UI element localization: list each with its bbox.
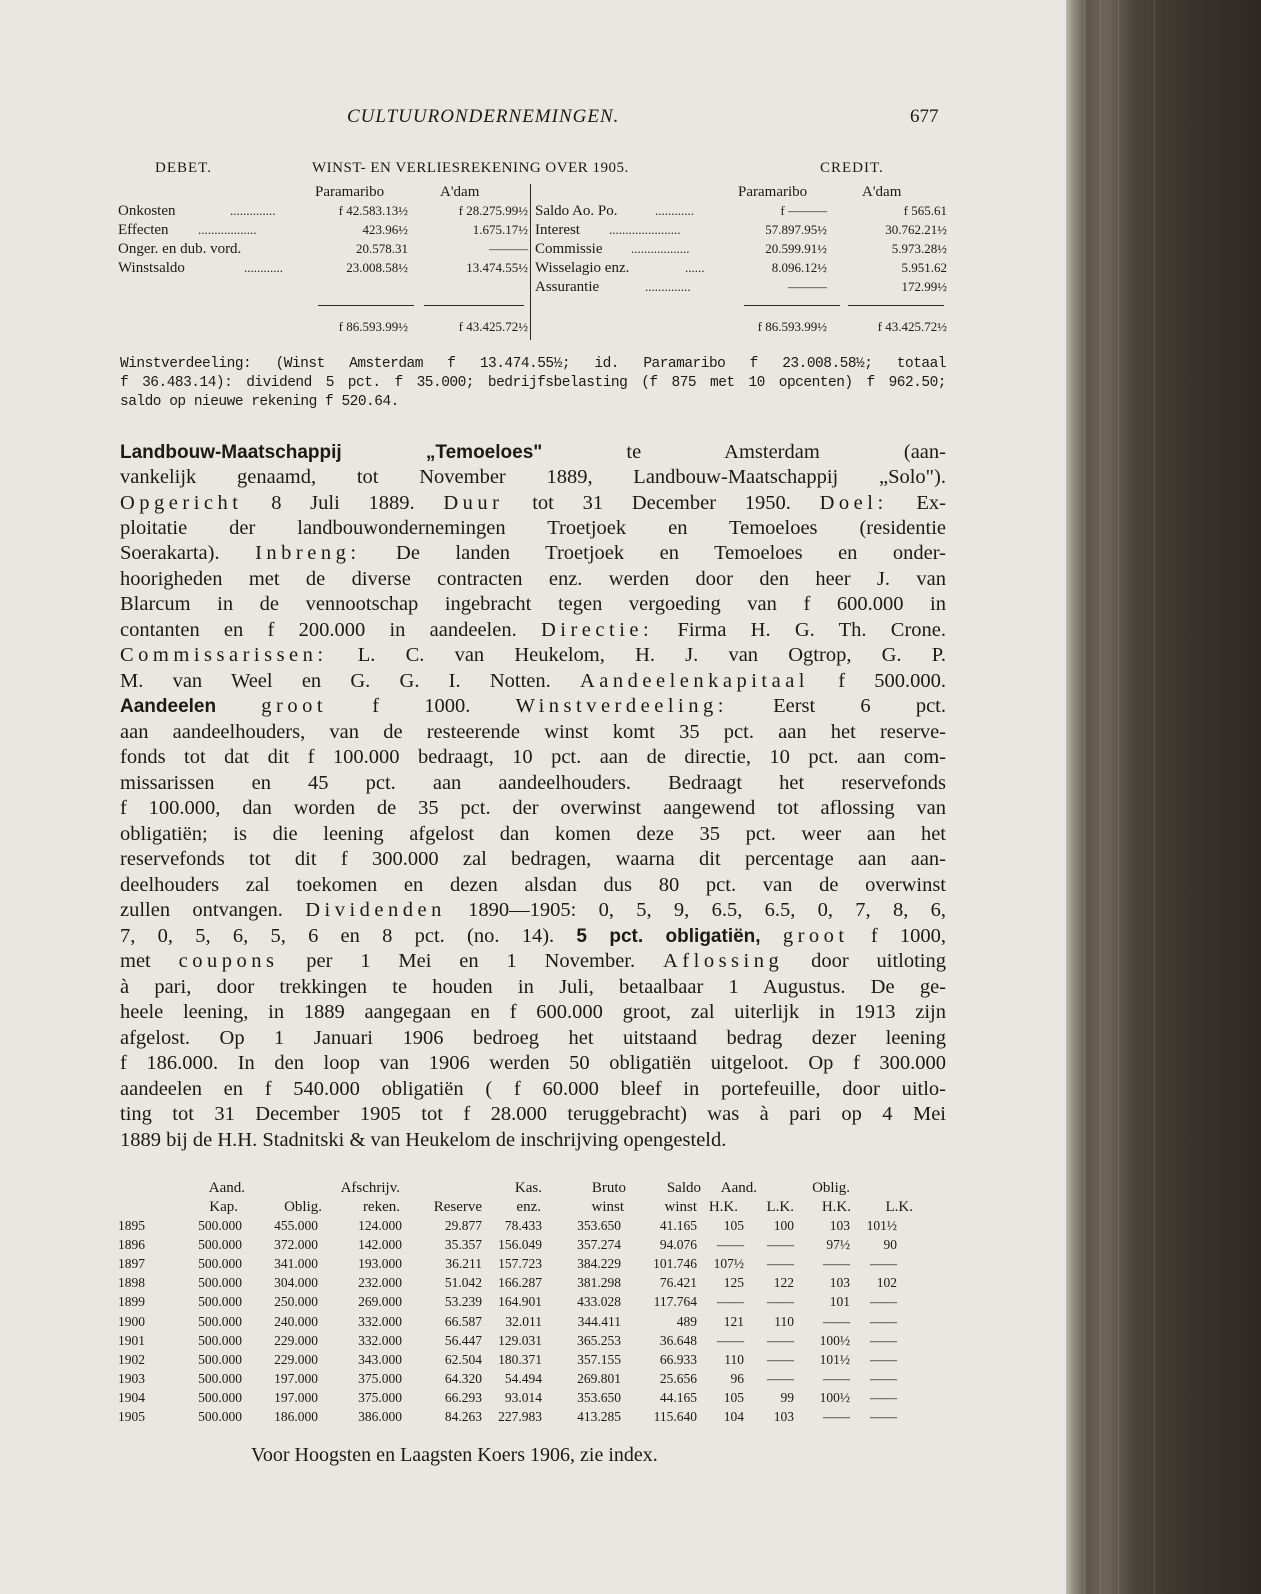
table-cell: —— bbox=[767, 1294, 794, 1310]
table-cell: 357.155 bbox=[577, 1351, 621, 1367]
table-cell: —— bbox=[870, 1313, 897, 1329]
table-cell: 500.000 bbox=[198, 1351, 242, 1367]
debit-heading: DEBET. bbox=[155, 160, 212, 176]
article-text: Eerst 6 pct. bbox=[727, 695, 947, 717]
credit-adam: 5.973.28½ bbox=[891, 241, 947, 256]
table-row bbox=[0, 1409, 1000, 1427]
credit-heading: CREDIT. bbox=[820, 160, 884, 176]
table-row bbox=[0, 1371, 1000, 1389]
table-cell: —— bbox=[870, 1332, 897, 1348]
article-line bbox=[120, 491, 946, 515]
dot-leader: .................. bbox=[631, 241, 690, 256]
article-text: 1890—1905: 0, 5, 9, 6.5, 6.5, 0, 7, 8, 6, bbox=[445, 899, 947, 921]
table-year-cell: 1904 bbox=[118, 1389, 145, 1405]
table-cell: 332.000 bbox=[358, 1332, 402, 1348]
distribution-line: Winstverdeeling: (Winst Amsterdam f 13.474.55½; id. Paramaribo f 23.008.58½; totaal bbox=[120, 356, 946, 372]
debit-col-paramaribo: Paramaribo bbox=[315, 184, 385, 200]
table-cell: 44.165 bbox=[659, 1389, 697, 1405]
table-cell: 193.000 bbox=[358, 1256, 402, 1272]
debit-paramaribo: 23.008.58½ bbox=[346, 260, 408, 275]
dot-leader: ...................... bbox=[609, 222, 681, 237]
table-cell: 500.000 bbox=[198, 1332, 242, 1348]
table-cell: 101½ bbox=[866, 1218, 897, 1233]
table-cell: 25.656 bbox=[659, 1370, 697, 1386]
keyword-opgericht: Opgericht bbox=[120, 492, 243, 514]
table-cell: 186.000 bbox=[274, 1409, 318, 1424]
table-cell: 105 bbox=[723, 1218, 744, 1233]
keyword-aandeelen: Aandeelen bbox=[120, 696, 217, 717]
table-cell: 500.000 bbox=[198, 1218, 242, 1233]
article-line: f 186.000. In den loop van 1906 werden 50 obligatiën uitgeloot. Op f 300.000 bbox=[120, 1052, 946, 1074]
article-text: 7, 0, 5, 6, 5, 6 en 8 pct. (no. 14). bbox=[120, 925, 577, 947]
article-text: f 1000, bbox=[848, 925, 947, 947]
table-header-bottom: L.K. bbox=[885, 1199, 913, 1215]
article-line bbox=[120, 694, 946, 718]
credit-row bbox=[535, 203, 947, 220]
company-name: Landbouw-Maatschappij „Temoeloes" bbox=[120, 442, 543, 463]
credit-row bbox=[535, 260, 947, 277]
credit-row bbox=[535, 241, 947, 258]
table-cell: 64.320 bbox=[444, 1370, 482, 1386]
dot-leader: ............ bbox=[655, 203, 694, 218]
table-year-cell: 1901 bbox=[118, 1332, 145, 1348]
table-year-cell: 1897 bbox=[118, 1256, 145, 1272]
table-header-top: Aand. bbox=[208, 1180, 245, 1196]
table-cell: —— bbox=[870, 1294, 897, 1310]
article-text: door uitloting bbox=[783, 950, 946, 972]
article-line: missarissen en 45 pct. aan aandeelhouders. Bedraagt het reservefonds bbox=[120, 772, 946, 794]
keyword-groot: groot bbox=[261, 695, 328, 717]
table-header-bottom: H.K. bbox=[708, 1199, 738, 1215]
table-cell: 32.011 bbox=[505, 1313, 542, 1329]
table-cell: 229.000 bbox=[274, 1332, 318, 1348]
credit-row bbox=[535, 279, 947, 296]
distribution-line: f 36.483.14): dividend 5 pct. f 35.000; bedrijfsbelasting (f 875 met 10 opcenten) f 962.50; bbox=[120, 375, 946, 391]
table-cell: 166.287 bbox=[498, 1275, 542, 1291]
dot-leader: ...... bbox=[685, 260, 705, 275]
table-year-cell: 1899 bbox=[118, 1294, 145, 1310]
table-cell: 66.587 bbox=[444, 1313, 482, 1329]
table-header-top: Kas. bbox=[514, 1180, 542, 1196]
article-line bbox=[120, 898, 946, 922]
total-rule bbox=[318, 305, 414, 306]
table-cell: 489 bbox=[676, 1313, 697, 1329]
table-cell: —— bbox=[870, 1256, 897, 1272]
table-cell: —— bbox=[767, 1332, 794, 1348]
article-text: 8 Juli 1889. bbox=[242, 492, 444, 514]
debit-adam: 13.474.55½ bbox=[466, 260, 528, 275]
credit-adam: 172.99½ bbox=[901, 279, 947, 294]
debit-label: Onkosten bbox=[118, 203, 176, 219]
table-cell: 500.000 bbox=[198, 1370, 242, 1386]
table-cell: 94.076 bbox=[659, 1237, 697, 1253]
table-cell: 500.000 bbox=[198, 1313, 242, 1329]
article-line bbox=[120, 669, 946, 693]
table-header-top: Saldo bbox=[666, 1180, 701, 1196]
credit-adam: 30.762.21½ bbox=[885, 222, 947, 237]
table-row bbox=[0, 1352, 1000, 1370]
table-cell: 101½ bbox=[819, 1351, 850, 1367]
running-head-title: CULTUURONDERNEMINGEN. bbox=[347, 106, 620, 127]
table-cell: 180.371 bbox=[498, 1351, 542, 1367]
dot-leader: .............. bbox=[230, 203, 276, 218]
credit-total-paramaribo: f 86.593.99½ bbox=[757, 319, 827, 334]
table-cell: 36.648 bbox=[659, 1332, 697, 1348]
table-cell: 197.000 bbox=[274, 1389, 318, 1405]
debit-total-adam: f 43.425.72½ bbox=[458, 319, 528, 334]
table-cell: 110 bbox=[724, 1351, 744, 1367]
table-header-top: Bruto bbox=[591, 1180, 626, 1196]
table-cell: 100½ bbox=[819, 1389, 850, 1405]
table-cell: 102 bbox=[876, 1275, 897, 1291]
keyword-coupons: coupons bbox=[178, 950, 279, 972]
credit-label: Wisselagio enz. bbox=[535, 260, 630, 276]
table-cell: —— bbox=[823, 1313, 850, 1329]
article-line: reservefonds tot dit f 300.000 zal bedragen, waarna dit percentage aan aan- bbox=[120, 848, 946, 870]
credit-label: Interest bbox=[535, 222, 580, 238]
table-header-bottom: Kap. bbox=[209, 1199, 238, 1215]
article-line: afgelost. Op 1 Januari 1906 bedroeg het uitstaand bedrag dezer leening bbox=[120, 1027, 946, 1049]
table-cell: 500.000 bbox=[198, 1256, 242, 1272]
credit-adam: 5.951.62 bbox=[901, 260, 947, 275]
table-cell: 84.263 bbox=[444, 1409, 482, 1424]
keyword-aflossing: Aflossing bbox=[663, 950, 784, 972]
table-row bbox=[0, 1275, 1000, 1293]
table-cell: 76.421 bbox=[659, 1275, 697, 1291]
table-cell: 56.447 bbox=[444, 1332, 482, 1348]
table-cell: —— bbox=[823, 1256, 850, 1272]
debit-label: Winstsaldo bbox=[118, 260, 185, 276]
table-cell: 107½ bbox=[713, 1256, 744, 1272]
table-year-cell: 1902 bbox=[118, 1351, 145, 1367]
table-cell: 103 bbox=[829, 1218, 850, 1233]
table-year-cell: 1898 bbox=[118, 1275, 145, 1291]
article-text: contanten en f 200.000 in aandeelen. bbox=[120, 619, 541, 641]
credit-adam: f 565.61 bbox=[903, 203, 947, 218]
table-row bbox=[0, 1218, 1000, 1236]
table-cell: 197.000 bbox=[274, 1370, 318, 1386]
article-text: L. C. van Heukelom, H. J. van Ogtrop, G. P. bbox=[327, 644, 946, 666]
debit-total-paramaribo: f 86.593.99½ bbox=[338, 319, 408, 334]
table-cell: 66.933 bbox=[659, 1351, 697, 1367]
article-text: M. van Weel en G. G. I. Notten. bbox=[120, 670, 580, 692]
debit-adam: 1.675.17½ bbox=[472, 222, 528, 237]
keyword-inbreng: Inbreng: bbox=[255, 542, 361, 564]
table-cell: 232.000 bbox=[358, 1275, 402, 1291]
article-text: f 1000. bbox=[327, 695, 516, 717]
article-line: 1889 bij de H.H. Stadnitski & van Heukelom de inschrijving opengesteld. bbox=[120, 1129, 727, 1151]
article-line: aandeelen en f 540.000 obligatiën ( f 60.000 bleef in portefeuille, door uitlo- bbox=[120, 1078, 946, 1100]
table-cell: 93.014 bbox=[504, 1389, 542, 1405]
dot-leader: .............. bbox=[645, 279, 691, 294]
table-row bbox=[0, 1314, 1000, 1332]
table-cell: 110 bbox=[774, 1313, 794, 1329]
keyword-doel: Doel: bbox=[819, 492, 888, 514]
keyword-directie: Directie: bbox=[540, 619, 654, 641]
table-header-top: Oblig. bbox=[812, 1180, 850, 1196]
table-cell: 386.000 bbox=[358, 1409, 402, 1424]
account-center-rule bbox=[530, 184, 531, 340]
dot-leader: .................. bbox=[198, 222, 257, 237]
debit-label: Onger. en dub. vord. bbox=[118, 241, 242, 257]
debit-col-adam: A'dam bbox=[440, 184, 480, 200]
table-cell: —— bbox=[717, 1237, 744, 1253]
table-cell: 62.504 bbox=[444, 1351, 482, 1367]
article-line bbox=[120, 541, 946, 565]
table-cell: 129.031 bbox=[498, 1332, 542, 1348]
table-header-top: Afschrijv. bbox=[340, 1180, 400, 1196]
table-cell: —— bbox=[870, 1389, 897, 1405]
debit-label: Effecten bbox=[118, 222, 169, 238]
table-header-bottom: winst bbox=[664, 1199, 697, 1215]
table-cell: 341.000 bbox=[274, 1256, 318, 1272]
total-rule bbox=[848, 305, 944, 306]
table-cell: 41.165 bbox=[659, 1218, 697, 1233]
article-line: f 100.000, dan worden de 35 pct. der overwinst aangewend tot aflossing van bbox=[120, 797, 946, 819]
table-header-bottom: Oblig. bbox=[284, 1199, 322, 1215]
credit-col-adam: A'dam bbox=[862, 184, 902, 200]
table-cell: 100½ bbox=[819, 1332, 850, 1348]
table-cell: 125 bbox=[723, 1275, 744, 1291]
table-cell: —— bbox=[717, 1294, 744, 1310]
table-cell: 103 bbox=[773, 1409, 794, 1424]
table-cell: 124.000 bbox=[358, 1218, 402, 1233]
article-line: vankelijk genaamd, tot November 1889, Landbouw-Maatschappij „Solo"). bbox=[120, 466, 946, 488]
table-cell: 384.229 bbox=[577, 1256, 621, 1272]
table-cell: 96 bbox=[730, 1370, 744, 1386]
table-year-cell: 1905 bbox=[118, 1409, 145, 1424]
debit-paramaribo: 20.578.31 bbox=[356, 241, 408, 256]
article-text: Firma H. G. Th. Crone. bbox=[653, 619, 947, 641]
credit-paramaribo: 57.897.95½ bbox=[765, 222, 827, 237]
debit-row bbox=[118, 241, 528, 258]
article-line: heele leening, in 1889 aangegaan en f 600.000 groot, zal uiterlijk in 1913 zijn bbox=[120, 1001, 946, 1023]
table-cell: 372.000 bbox=[274, 1237, 318, 1253]
table-header-bottom: reken. bbox=[362, 1199, 400, 1215]
book-spine bbox=[1066, 0, 1261, 1594]
footer-note: Voor Hoogsten en Laagsten Koers 1906, zie index. bbox=[251, 1444, 658, 1466]
keyword-duur: Duur bbox=[443, 492, 504, 514]
total-rule bbox=[424, 305, 524, 306]
credit-col-paramaribo: Paramaribo bbox=[738, 184, 808, 200]
table-cell: 353.650 bbox=[577, 1389, 621, 1405]
article-line: aan aandeelhouders, van de resteerende winst komt 35 pct. aan het reserve- bbox=[120, 721, 946, 743]
table-cell: 455.000 bbox=[274, 1218, 318, 1233]
article-text: Ex- bbox=[887, 492, 946, 514]
table-header-bottom: Reserve bbox=[433, 1199, 482, 1215]
table-cell: 227.983 bbox=[498, 1409, 542, 1424]
table-cell: 142.000 bbox=[358, 1237, 402, 1253]
article-line bbox=[120, 924, 946, 948]
article-line: hoorigheden met de diverse contracten enz. werden door den heer J. van bbox=[120, 568, 946, 590]
debit-adam: ——— bbox=[489, 241, 528, 256]
article-text: tot 31 December 1950. bbox=[503, 492, 820, 514]
table-cell: —— bbox=[767, 1351, 794, 1367]
article-line: deelhouders zal toekomen en dezen alsdan dus 80 pct. van de overwinst bbox=[120, 874, 946, 896]
table-cell: 121 bbox=[723, 1313, 744, 1329]
table-cell: 500.000 bbox=[198, 1294, 242, 1310]
article-text: met bbox=[120, 950, 179, 972]
table-cell: —— bbox=[870, 1351, 897, 1367]
table-header-bottom: enz. bbox=[516, 1199, 541, 1215]
keyword-winstverdeeling: Winstverdeeling: bbox=[515, 695, 728, 717]
table-year-cell: 1896 bbox=[118, 1237, 145, 1253]
table-cell: 66.293 bbox=[444, 1389, 482, 1405]
credit-paramaribo: 20.599.91½ bbox=[765, 241, 827, 256]
table-cell: 343.000 bbox=[358, 1351, 402, 1367]
credit-paramaribo: f ——— bbox=[780, 203, 827, 218]
table-cell: 304.000 bbox=[274, 1275, 318, 1291]
table-cell: 104 bbox=[723, 1409, 744, 1424]
table-cell: 122 bbox=[773, 1275, 794, 1291]
article-text: zullen ontvangen. bbox=[120, 899, 306, 921]
dot-leader: ............ bbox=[244, 260, 283, 275]
table-row bbox=[0, 1390, 1000, 1408]
table-cell: 99 bbox=[780, 1389, 794, 1405]
credit-paramaribo: 8.096.12½ bbox=[771, 260, 827, 275]
article-line: fonds tot dat dit f 100.000 bedraagt, 10 pct. aan de directie, 10 pct. aan com- bbox=[120, 746, 946, 768]
credit-label: Assurantie bbox=[535, 279, 600, 295]
table-cell: 365.253 bbox=[577, 1332, 621, 1348]
total-rule bbox=[744, 305, 840, 306]
table-cell: 500.000 bbox=[198, 1237, 242, 1253]
keyword-groot: groot bbox=[782, 925, 849, 947]
article-text: f 500.000. bbox=[809, 670, 947, 692]
credit-label: Commissie bbox=[535, 241, 603, 257]
table-cell: 117.764 bbox=[653, 1294, 697, 1310]
table-cell: 100 bbox=[773, 1218, 794, 1233]
table-cell: 500.000 bbox=[198, 1275, 242, 1291]
article-line: obligatiën; is die leening afgelost dan komen deze 35 pct. weer aan het bbox=[120, 823, 946, 845]
table-cell: 375.000 bbox=[358, 1370, 402, 1386]
debit-row bbox=[118, 203, 528, 220]
debit-row bbox=[118, 222, 528, 239]
table-cell: —— bbox=[717, 1332, 744, 1348]
table-row bbox=[0, 1333, 1000, 1351]
article-line bbox=[120, 949, 946, 973]
table-cell: —— bbox=[823, 1409, 850, 1424]
table-cell: 250.000 bbox=[274, 1294, 318, 1310]
table-cell: 156.049 bbox=[498, 1237, 542, 1253]
table-row bbox=[0, 1237, 1000, 1255]
article-text: per 1 Mei en 1 November. bbox=[278, 950, 663, 972]
article-text: Soerakarta). bbox=[120, 542, 256, 564]
table-cell: 433.028 bbox=[577, 1294, 621, 1310]
table-cell: 36.211 bbox=[445, 1256, 482, 1272]
table-cell: 103 bbox=[829, 1275, 850, 1291]
debit-paramaribo: f 42.583.13½ bbox=[338, 203, 408, 218]
table-year-cell: 1900 bbox=[118, 1313, 145, 1329]
table-cell: 51.042 bbox=[444, 1275, 482, 1291]
table-cell: 54.494 bbox=[504, 1370, 542, 1386]
table-cell: 269.000 bbox=[358, 1294, 402, 1310]
credit-paramaribo: ——— bbox=[788, 279, 827, 294]
table-cell: 157.723 bbox=[498, 1256, 542, 1272]
table-cell: 344.411 bbox=[577, 1313, 621, 1329]
keyword-obligatien: 5 pct. obligatiën, bbox=[576, 926, 761, 947]
article-text: De landen Troetjoek en Temoeloes en onder- bbox=[360, 542, 946, 564]
table-cell: —— bbox=[870, 1409, 897, 1424]
table-cell: 78.433 bbox=[504, 1218, 542, 1233]
article-line: à pari, door trekkingen te houden in Juli, betaalbaar 1 Augustus. De ge- bbox=[120, 976, 946, 998]
table-cell: —— bbox=[767, 1370, 794, 1386]
article-line: ploitatie der landbouwondernemingen Troetjoek en Temoeloes (residentie bbox=[120, 517, 946, 539]
debit-row bbox=[118, 260, 528, 277]
table-header-bottom: H.K. bbox=[821, 1199, 851, 1215]
table-cell: 115.640 bbox=[653, 1409, 697, 1424]
keyword-commissarissen: Commissarissen: bbox=[120, 644, 328, 666]
table-cell: 29.877 bbox=[444, 1218, 482, 1233]
table-cell: 332.000 bbox=[358, 1313, 402, 1329]
table-cell: 101.746 bbox=[653, 1256, 697, 1272]
table-cell: 500.000 bbox=[198, 1389, 242, 1405]
table-cell: —— bbox=[767, 1237, 794, 1253]
table-year-cell: 1903 bbox=[118, 1370, 145, 1386]
table-header-top: Aand. bbox=[720, 1180, 757, 1196]
table-cell: 164.901 bbox=[498, 1294, 542, 1310]
table-cell: 413.285 bbox=[577, 1409, 621, 1424]
table-cell: 105 bbox=[723, 1389, 744, 1405]
table-cell: 357.274 bbox=[577, 1237, 621, 1253]
article-line bbox=[120, 440, 946, 464]
table-cell: 90 bbox=[883, 1237, 897, 1253]
table-row bbox=[0, 1294, 1000, 1312]
table-row bbox=[0, 1256, 1000, 1274]
table-cell: 240.000 bbox=[274, 1313, 318, 1329]
table-cell: 375.000 bbox=[358, 1389, 402, 1405]
table-cell: —— bbox=[767, 1256, 794, 1272]
article-line: ting tot 31 December 1905 tot f 28.000 teruggebracht) was à pari op 4 Mei bbox=[120, 1103, 946, 1125]
table-cell: 353.650 bbox=[577, 1218, 621, 1233]
table-cell: 269.801 bbox=[577, 1370, 621, 1386]
distribution-line: saldo op nieuwe rekening f 520.64. bbox=[120, 394, 399, 410]
account-title: WINST- EN VERLIESREKENING OVER 1905. bbox=[312, 160, 629, 176]
article-line bbox=[120, 643, 946, 667]
debit-adam: f 28.275.99½ bbox=[458, 203, 528, 218]
credit-label: Saldo Ao. Po. bbox=[535, 203, 618, 219]
credit-total-adam: f 43.425.72½ bbox=[877, 319, 947, 334]
table-cell: 101 bbox=[829, 1294, 850, 1310]
table-header-bottom: winst bbox=[591, 1199, 624, 1215]
table-cell: 381.298 bbox=[577, 1275, 621, 1291]
article-text: te Amsterdam (aan- bbox=[542, 441, 946, 463]
credit-row bbox=[535, 222, 947, 239]
keyword-dividenden: Dividenden bbox=[305, 899, 446, 921]
table-cell: 53.239 bbox=[444, 1294, 482, 1310]
table-cell: —— bbox=[823, 1370, 850, 1386]
article-line: Blarcum in de vennootschap ingebracht tegen vergoeding van f 600.000 in bbox=[120, 593, 946, 615]
table-cell: 229.000 bbox=[274, 1351, 318, 1367]
article-line bbox=[120, 618, 946, 642]
table-cell: —— bbox=[870, 1370, 897, 1386]
table-cell: 35.357 bbox=[444, 1237, 482, 1253]
debit-paramaribo: 423.96½ bbox=[362, 222, 408, 237]
keyword-aandeelenkapitaal: Aandeelenkapitaal bbox=[579, 670, 809, 692]
table-cell: 97½ bbox=[826, 1237, 850, 1253]
table-year-cell: 1895 bbox=[118, 1218, 145, 1233]
table-cell: 500.000 bbox=[198, 1409, 242, 1424]
page-number: 677 bbox=[910, 106, 939, 127]
table-header-bottom: L.K. bbox=[766, 1199, 794, 1215]
